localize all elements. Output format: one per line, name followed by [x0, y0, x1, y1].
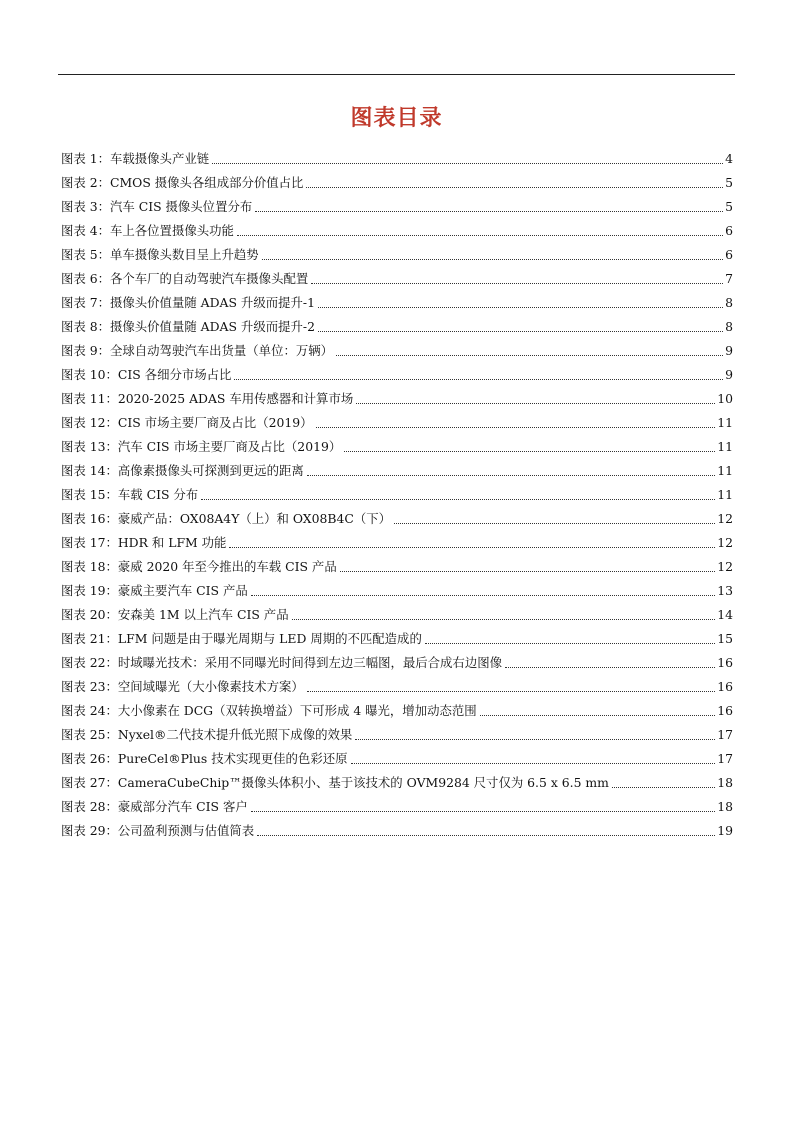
toc-entry-page-number: 11 — [717, 439, 733, 454]
toc-entry[interactable] — [61, 551, 733, 575]
toc-entry[interactable] — [61, 263, 733, 287]
toc-entry[interactable] — [61, 719, 733, 743]
dot-leader — [307, 475, 715, 476]
dot-leader — [356, 403, 715, 404]
toc-entry-page-number: 14 — [717, 607, 733, 622]
toc-entry-label: 图表 12：CIS 市场主要厂商及占比（2019） — [61, 415, 313, 430]
toc-entry-page-number: 16 — [717, 703, 733, 718]
toc-entry-label: 图表 15：车载 CIS 分布 — [61, 487, 199, 502]
toc-entry-page-number: 5 — [725, 199, 733, 214]
toc-entry[interactable] — [61, 407, 733, 431]
toc-entry-label: 图表 13：汽车 CIS 市场主要厂商及占比（2019） — [61, 439, 342, 454]
toc-list — [61, 143, 733, 839]
toc-entry-page-number: 12 — [717, 535, 733, 550]
toc-entry[interactable] — [61, 479, 733, 503]
toc-entry-label: 图表 7：摄像头价值量随 ADAS 升级而提升-1 — [61, 295, 315, 310]
toc-entry-label: 图表 22：时域曝光技术：采用不同曝光时间得到左边三幅图，最后合成右边图像 — [61, 655, 502, 670]
toc-entry-label: 图表 19：豪威主要汽车 CIS 产品 — [61, 583, 248, 598]
toc-entry[interactable] — [61, 527, 733, 551]
toc-entry-label: 图表 3：汽车 CIS 摄像头位置分布 — [61, 199, 253, 214]
dot-leader — [234, 379, 723, 380]
dot-leader — [292, 619, 716, 620]
toc-entry-page-number: 6 — [725, 223, 733, 238]
toc-entry-page-number: 11 — [717, 463, 733, 478]
toc-entry[interactable] — [61, 599, 733, 623]
toc-entry-page-number: 6 — [725, 247, 733, 262]
toc-entry-page-number: 11 — [717, 487, 733, 502]
toc-entry-label: 图表 10：CIS 各细分市场占比 — [61, 367, 232, 382]
toc-entry-page-number: 19 — [717, 823, 733, 838]
toc-entry-label: 图表 18：豪威 2020 年至今推出的车载 CIS 产品 — [61, 559, 337, 574]
dot-leader — [251, 811, 715, 812]
dot-leader — [612, 787, 715, 788]
toc-entry-page-number: 15 — [717, 631, 733, 646]
toc-entry-label: 图表 28：豪威部分汽车 CIS 客户 — [61, 799, 248, 814]
toc-entry-label: 图表 9：全球自动驾驶汽车出货量（单位：万辆） — [61, 343, 334, 358]
toc-entry-label: 图表 29：公司盈利预测与估值简表 — [61, 823, 255, 838]
toc-entry-label: 图表 4：车上各位置摄像头功能 — [61, 223, 234, 238]
toc-entry-page-number: 18 — [717, 775, 733, 790]
toc-entry[interactable] — [61, 359, 733, 383]
toc-entry-page-number: 8 — [725, 295, 733, 310]
toc-entry-label: 图表 16：豪威产品：OX08A4Y（上）和 OX08B4C（下） — [61, 511, 392, 526]
toc-entry-page-number: 16 — [717, 655, 733, 670]
dot-leader — [262, 259, 723, 260]
toc-entry-label: 图表 26：PureCel®Plus 技术实现更佳的色彩还原 — [61, 751, 348, 766]
toc-entry-label: 图表 25：Nyxel®二代技术提升低光照下成像的效果 — [61, 727, 353, 742]
dot-leader — [505, 667, 715, 668]
toc-entry-label: 图表 2：CMOS 摄像头各组成部分价值占比 — [61, 175, 304, 190]
toc-entry[interactable] — [61, 767, 733, 791]
toc-entry[interactable] — [61, 671, 733, 695]
toc-entry-page-number: 13 — [717, 583, 733, 598]
toc-entry[interactable] — [61, 647, 733, 671]
dot-leader — [316, 427, 716, 428]
toc-entry[interactable] — [61, 455, 733, 479]
toc-entry-label: 图表 21：LFM 问题是由于曝光周期与 LED 周期的不匹配造成的 — [61, 631, 422, 646]
dot-leader — [425, 643, 715, 644]
toc-entry-label: 图表 14：高像素摄像头可探测到更远的距离 — [61, 463, 304, 478]
toc-entry-page-number: 7 — [725, 271, 733, 286]
dot-leader — [257, 835, 715, 836]
page-title: 图表目录 — [350, 106, 443, 131]
toc-entry-label: 图表 1：车载摄像头产业链 — [61, 151, 210, 166]
toc-entry[interactable] — [61, 311, 733, 335]
toc-entry-page-number: 4 — [725, 151, 733, 166]
toc-entry[interactable] — [61, 335, 733, 359]
dot-leader — [318, 331, 723, 332]
dot-leader — [229, 547, 715, 548]
toc-entry[interactable] — [61, 143, 733, 167]
toc-entry-page-number: 12 — [717, 559, 733, 574]
toc-entry[interactable] — [61, 383, 733, 407]
toc-entry[interactable] — [61, 431, 733, 455]
toc-entry[interactable] — [61, 191, 733, 215]
dot-leader — [351, 763, 716, 764]
dot-leader — [336, 355, 723, 356]
toc-entry-page-number: 9 — [725, 343, 733, 358]
toc-entry[interactable] — [61, 239, 733, 263]
dot-leader — [355, 739, 715, 740]
toc-entry-label: 图表 23：空间域曝光（大小像素技术方案） — [61, 679, 304, 694]
toc-entry-page-number: 17 — [717, 751, 733, 766]
dot-leader — [255, 211, 723, 212]
toc-entry[interactable] — [61, 791, 733, 815]
dot-leader — [394, 523, 715, 524]
toc-entry-label: 图表 8：摄像头价值量随 ADAS 升级而提升-2 — [61, 319, 315, 334]
toc-entry-label: 图表 11：2020-2025 ADAS 车用传感器和计算市场 — [61, 391, 354, 406]
dot-leader — [307, 691, 715, 692]
toc-entry-label: 图表 5：单车摄像头数目呈上升趋势 — [61, 247, 259, 262]
toc-entry-page-number: 16 — [717, 679, 733, 694]
toc-entry[interactable] — [61, 503, 733, 527]
dot-leader — [311, 283, 723, 284]
toc-entry[interactable] — [61, 815, 733, 839]
toc-entry-page-number: 17 — [717, 727, 733, 742]
toc-entry-page-number: 12 — [717, 511, 733, 526]
dot-leader — [251, 595, 715, 596]
toc-entry-page-number: 11 — [717, 415, 733, 430]
dot-leader — [480, 715, 716, 716]
toc-entry-label: 图表 17：HDR 和 LFM 功能 — [61, 535, 227, 550]
toc-entry-page-number: 5 — [725, 175, 733, 190]
dot-leader — [306, 187, 723, 188]
header-rule — [58, 74, 735, 75]
dot-leader — [237, 235, 723, 236]
toc-entry-label: 图表 6：各个车厂的自动驾驶汽车摄像头配置 — [61, 271, 309, 286]
toc-entry-label: 图表 27：CameraCubeChip™摄像头体积小、基于该技术的 OVM9284 尺寸仅为 6.5 x 6.5 mm — [61, 775, 609, 790]
dot-leader — [318, 307, 723, 308]
toc-entry-label: 图表 20：安森美 1M 以上汽车 CIS 产品 — [61, 607, 289, 622]
toc-entry[interactable] — [61, 167, 733, 191]
toc-entry-page-number: 9 — [725, 367, 733, 382]
toc-entry[interactable] — [61, 743, 733, 767]
toc-entry[interactable] — [61, 695, 733, 719]
dot-leader — [344, 451, 715, 452]
toc-entry-label: 图表 24：大小像素在 DCG（双转换增益）下可形成 4 曝光，增加动态范围 — [61, 703, 477, 718]
toc-entry-page-number: 8 — [725, 319, 733, 334]
toc-entry-page-number: 18 — [717, 799, 733, 814]
toc-entry[interactable] — [61, 575, 733, 599]
dot-leader — [212, 163, 723, 164]
dot-leader — [340, 571, 716, 572]
dot-leader — [201, 499, 715, 500]
toc-entry[interactable] — [61, 623, 733, 647]
toc-entry-page-number: 10 — [717, 391, 733, 406]
toc-entry[interactable] — [61, 215, 733, 239]
toc-entry[interactable] — [61, 287, 733, 311]
